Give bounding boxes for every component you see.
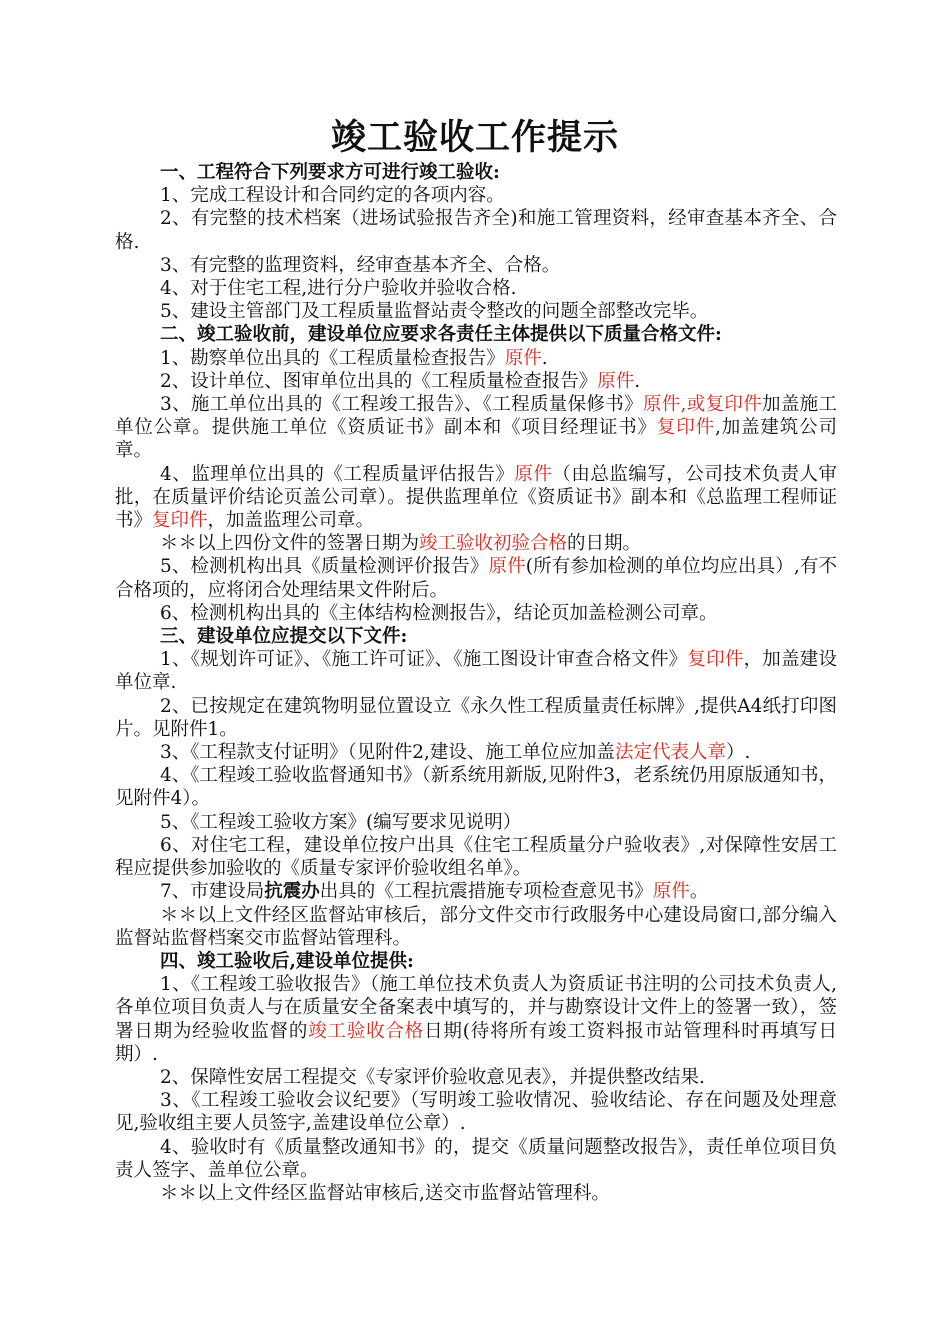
copy-highlight: 复印件	[152, 510, 208, 532]
seismic-office-text: 抗震办	[264, 881, 320, 903]
item-text: 1、《工程竣工验收报告》（施工单位技术负责人为资质证书注明的公司技术负责人,各单位项目负责人与在质量安全备案表中填写的，并与勘察设计文件上的签署一致），签署日期为经验收监督的	[115, 974, 837, 1042]
item-text: 。	[689, 881, 709, 903]
item-text: 3、《工程款支付证明》（见附件2,建设、施工单位应加盖	[160, 742, 615, 764]
item-text: 日期(待将所有竣工资料报市站管理科时再填写日期）.	[115, 1020, 837, 1065]
section-4-item-4: 4、验收时有《质量整改通知书》的，提交《质量问题整改报告》，责任单位项目负责人签字、盖单位公章。	[115, 1136, 837, 1181]
item-text: ,加盖建筑公司章。	[115, 417, 837, 462]
section-2-item-3	[115, 393, 837, 463]
page-title: 竣工验收工作提示	[330, 117, 619, 158]
item-text: ，加盖建设单位章.	[115, 649, 837, 694]
original-highlight: 原件	[652, 881, 690, 903]
section-2-heading: 二、竣工验收前，建设单位应要求各责任主体提供以下质量合格文件:	[160, 324, 722, 346]
note-text: ＊＊以上四份文件的签署日期为	[160, 533, 420, 555]
item-text: 3、施工单位出具的《工程竣工报告》、《工程质量保修书》	[160, 394, 643, 416]
section-2-item-4	[115, 463, 837, 533]
section-2-note	[115, 532, 837, 555]
item-text: 5、检测机构出具《质量检测评价报告》	[160, 556, 489, 578]
original-highlight: 原件	[488, 556, 526, 578]
note-text: 的日期。	[567, 533, 642, 555]
section-1-item-4: 4、对于住宅工程,进行分户验收并验收合格.	[160, 278, 517, 300]
item-text: ）.	[725, 742, 751, 764]
section-3-item-4: 4、《工程竣工验收监督通知书》（新系统用新版,见附件3，老系统仍用原版通知书，见附件4）。	[115, 765, 837, 810]
section-3-item-1	[115, 648, 837, 694]
legal-rep-seal-highlight: 法定代表人章	[614, 742, 726, 764]
section-3-note: ＊＊以上文件经区监督站审核后，部分文件交市行政服务中心建设局窗口,部分编入监督站监督档案交市监督站管理科。	[115, 904, 837, 949]
section-3-item-5: 5、《工程竣工验收方案》(编写要求见说明）	[160, 811, 522, 833]
initial-acceptance-highlight: 竣工验收初验合格	[419, 533, 568, 555]
section-4-item-3: 3、《工程竣工验收会议纪要》（写明竣工验收情况、验收结论、存在问题及处理意见,验收组主要人员签字,盖建设单位公章）.	[115, 1090, 837, 1135]
copy-highlight: 复印件	[687, 649, 744, 671]
item-text: 1、勘察单位出具的《工程质量检查报告》	[160, 347, 505, 369]
section-4-item-1	[115, 973, 837, 1066]
item-text: 出具的《工程抗震措施专项检查意见书》	[319, 881, 653, 903]
section-3-heading: 三、建设单位应提交以下文件:	[160, 626, 408, 648]
section-1-item-3: 3、有完整的监理资料，经审查基本齐全、合格。	[160, 254, 561, 276]
item-text: .	[634, 370, 641, 392]
section-1-item-5: 5、建设主管部门及工程质量监督站责令整改的问题全部整改完毕。	[160, 301, 709, 323]
original-highlight: 原件	[597, 370, 635, 392]
section-1-item-2: 2、有完整的技术档案（进场试验报告齐全)和施工管理资料，经审查基本齐全、合格.	[115, 208, 837, 253]
item-text: 2、设计单位、图审单位出具的《工程质量检查报告》	[160, 370, 598, 392]
original-highlight: 原件	[504, 347, 542, 369]
item-text: .	[541, 347, 548, 369]
original-highlight: 原件	[514, 463, 553, 485]
section-4-item-2: 2、保障性安居工程提交《专家评价验收意见表》，并提供整改结果.	[160, 1066, 705, 1088]
acceptance-qualified-highlight: 竣工验收合格	[308, 1020, 425, 1042]
item-text: 4、监理单位出具的《工程质量评估报告》	[160, 463, 515, 485]
section-1-item-1: 1、完成工程设计和合同约定的各项内容。	[160, 185, 505, 207]
copy-highlight: 复印件	[656, 417, 715, 439]
section-3-item-2: 2、已按规定在建筑物明显位置设立《永久性工程质量责任标牌》,提供A4纸打印图片。见附件1。	[115, 695, 837, 740]
original-or-copy-highlight: 原件,或复印件	[642, 394, 763, 416]
section-4-note: ＊＊以上文件经区监督站审核后,送交市监督站管理科。	[160, 1182, 610, 1204]
section-2-item-6: 6、检测机构出具的《主体结构检测报告》，结论页加盖检测公司章。	[160, 602, 718, 624]
section-1-heading: 一、工程符合下列要求方可进行竣工验收:	[160, 162, 500, 183]
section-2-item-1	[115, 347, 837, 370]
item-text: 7、市建设局	[160, 881, 265, 903]
section-3-item-7	[115, 880, 837, 903]
item-text: 1、《规划许可证》、《施工许可证》、《施工图设计审查合格文件》	[160, 649, 688, 671]
document-body	[115, 161, 837, 1205]
item-text: （由总监编写，公司技术负责人审批，在质量评价结论页盖公司章）。提供监理单位《资质证书》副本和《总监理工程师证书》	[115, 463, 837, 532]
item-text: (所有参加检测的单位均应出具）,有不合格项的，应将闭合处理结果文件附后。	[115, 556, 837, 601]
section-4-heading: 四、竣工验收后,建设单位提供:	[160, 950, 414, 972]
item-text: 加盖施工单位公章。提供施工单位《资质证书》副本和《项目经理证书》	[115, 394, 837, 439]
section-2-item-2	[115, 370, 837, 393]
section-3-item-3	[115, 741, 837, 764]
item-text: ，加盖监理公司章。	[207, 510, 375, 532]
section-3-item-6: 6、对住宅工程，建设单位按户出具《住宅工程质量分户验收表》,对保障性安居工程应提供参加验收的《质量专家评价验收组名单》。	[115, 834, 837, 880]
section-2-item-5	[115, 555, 837, 601]
